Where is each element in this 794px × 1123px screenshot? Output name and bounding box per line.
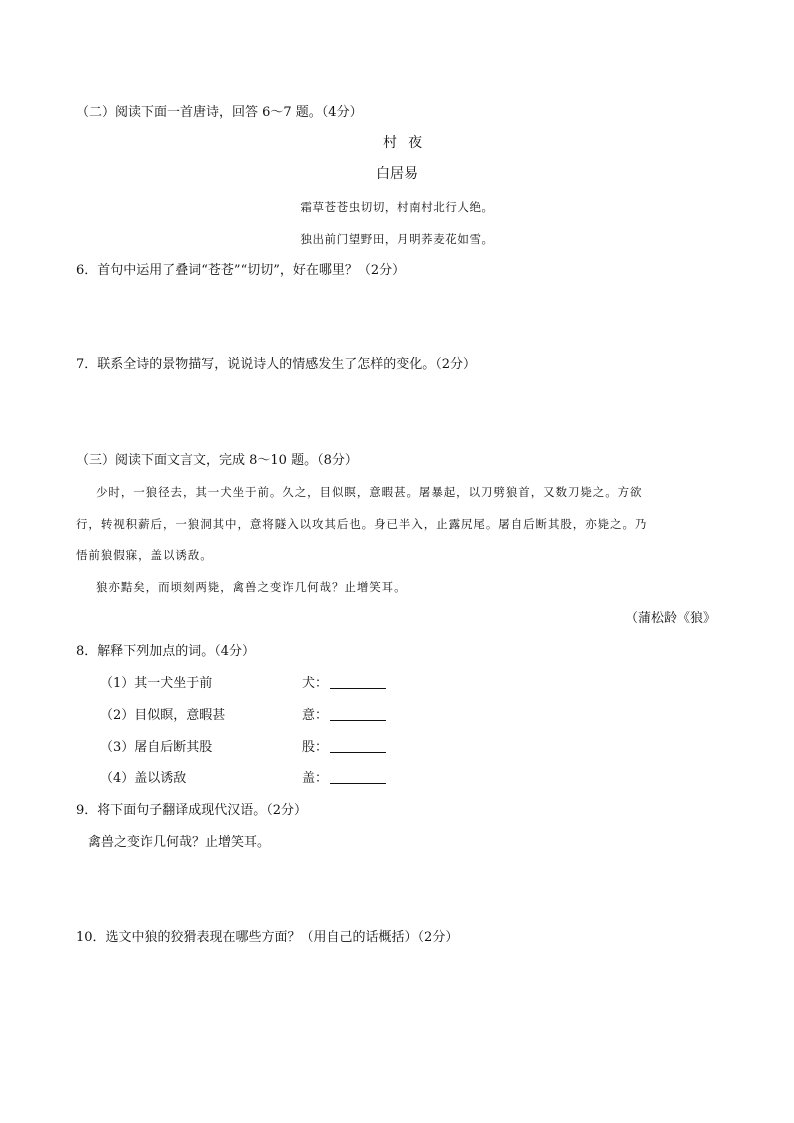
answer-blank-4[interactable]: [330, 771, 386, 784]
vocab-phrase-1: （1）其一犬坐于前: [100, 676, 213, 691]
passage-source: （蒲松龄《狼》: [624, 611, 716, 626]
section3-header: （三）阅读下面文言文，完成 8～10 题。（8分）: [76, 453, 358, 468]
passage-line-4: 狼亦黠矣，而顷刻两毙，禽兽之变诈几何哉？止增笑耳。: [96, 580, 407, 594]
vocab-phrase-3: （3）屠自后断其股: [100, 740, 213, 755]
passage-line-2: 行，转视积薪后，一狼洞其中，意将隧入以攻其后也。身已半入，止露尻尾。屠自后断其股，亦毙之。乃: [76, 517, 648, 531]
vocab-label-4: 盖：: [302, 771, 329, 786]
answer-blank-3[interactable]: [330, 740, 386, 753]
passage-line-3: 悟前狼假寐，盖以诱敌。: [76, 548, 213, 562]
answer-blank-1[interactable]: [330, 676, 386, 689]
vocab-answer-2[interactable]: [302, 707, 386, 725]
question-8: 8．解释下列加点的词。（4分）: [76, 644, 256, 659]
vocab-answer-4[interactable]: [302, 770, 386, 788]
vocab-phrase-2: （2）目似瞑，意暇甚: [100, 708, 226, 723]
question-10: 10．选文中狼的狡猾表现在哪些方面？（用自己的话概括）（2分）: [76, 930, 459, 945]
question-7: 7．联系全诗的景物描写，说说诗人的情感发生了怎样的变化。（2分）: [76, 357, 477, 372]
question-9: 9．将下面句子翻译成现代汉语。（2分）: [76, 803, 308, 818]
poem-author: 白居易: [376, 166, 418, 182]
vocab-label-1: 犬：: [302, 676, 329, 691]
poem-line-2: 独出前门望野田，月明荞麦花如雪。: [300, 232, 494, 246]
vocab-label-3: 股：: [302, 740, 329, 755]
poem-title: 村夜: [382, 135, 434, 151]
vocab-phrase-4: （4）盖以诱敌: [100, 771, 187, 786]
vocab-label-2: 意：: [302, 708, 329, 723]
poem-line-1: 霜草苍苍虫切切，村南村北行人绝。: [300, 200, 494, 214]
answer-blank-2[interactable]: [330, 708, 386, 721]
passage-line-1: 少时，一狼径去，其一犬坐于前。久之，目似瞑，意暇甚。屠暴起，以刀劈狼首，又数刀毙之。方欲: [96, 485, 643, 499]
question-6: 6．首句中运用了叠词“苍苍”“切切”，好在哪里？（2分）: [76, 263, 406, 278]
question-9-sentence: 禽兽之变诈几何哉？止增笑耳。: [88, 835, 271, 850]
section2-header: （二）阅读下面一首唐诗，回答 6～7 题。（4分）: [76, 105, 363, 120]
vocab-answer-3[interactable]: [302, 739, 386, 757]
vocab-answer-1[interactable]: [302, 675, 386, 693]
